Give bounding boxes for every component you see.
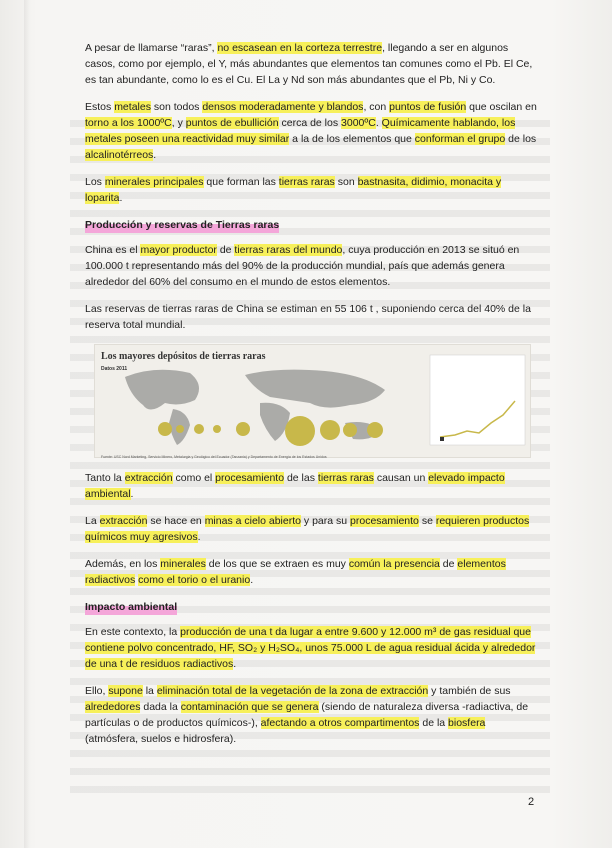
document-body bbox=[85, 40, 540, 758]
highlight: elementos radiactivos bbox=[85, 558, 506, 586]
paragraph-china-reserves: Las reservas de tierras raras de China se estiman en 55 106 t , suponiendo cerca del 40% de la reserva total mundial. bbox=[85, 303, 531, 331]
world-map-figure bbox=[94, 344, 531, 458]
highlight: requieren productos químicos muy agresivos bbox=[85, 515, 530, 543]
highlight: mayor productor bbox=[140, 244, 217, 256]
highlight: conforman el grupo bbox=[414, 133, 506, 145]
highlight: puntos de ebullición bbox=[185, 117, 279, 129]
world-map-graphic bbox=[95, 345, 530, 457]
highlight: como el torio o el uranio bbox=[138, 574, 251, 586]
paragraph-waste-production: En este contexto, la producción de una t da lugar a entre 9.600 y 12.000 m³ de gas residual que contiene polvo concentrado, HF, SO₂ y H₂SO₄, unos 75.000 L de agua residual ácida y alrededor de una t de residuos radiactivos. bbox=[85, 626, 536, 670]
highlight: densos moderadamente y blandos bbox=[202, 101, 364, 113]
highlight: eliminación total de la vegetación de la zona de extracción bbox=[156, 685, 429, 697]
figure-title: Los mayores depósitos de tierras raras bbox=[101, 351, 266, 362]
figure-subtitle: Datos 2011 bbox=[101, 366, 128, 372]
highlight: no escasean en la corteza terrestre bbox=[217, 42, 383, 54]
paragraph-environmental-impact-intro: Tanto la extracción como el procesamiento de las tierras raras causan un elevado impacto ambiental. bbox=[85, 472, 505, 500]
highlight: bastnasita, didimio, monacita y loparita bbox=[85, 176, 502, 204]
paragraph-metal-properties: Estos metales son todos densos moderadamente y blandos, con puntos de fusión que oscilan en torno a los 1000ºC, y puntos de ebullición cerca de los 3000ºC. Químicamente hablando, los metales poseen una reactividad muy similar a la de los elementos que conforman el grupo de los alcalinotérreos. bbox=[85, 101, 537, 161]
highlight: minerales bbox=[160, 558, 206, 570]
highlight: metales bbox=[114, 101, 151, 113]
highlight: 3000ºC bbox=[341, 117, 376, 129]
paragraph-main-minerals: Los minerales principales que forman las tierras raras son bastnasita, didimio, monacita y loparita. bbox=[85, 176, 502, 204]
section-heading-impact: Impacto ambiental bbox=[85, 601, 178, 613]
highlight: afectando a otros compartimentos bbox=[260, 717, 420, 729]
highlight: minerales principales bbox=[104, 176, 204, 188]
highlight: tierras raras bbox=[278, 176, 335, 188]
highlight: Químicamente hablando, los metales poseen una reactividad muy similar bbox=[85, 117, 516, 145]
paragraph-rare-earth-abundance: A pesar de llamarse “raras”, no escasean en la corteza terrestre, llegando a ser en algunos casos, como por ejemplo, el Y, más abundantes que elementos tan comunes como el Pb. El Ce, es tan abundante, como lo es el Cu. El La y Nd son más abundantes que el Pb, Ni y Co. bbox=[85, 42, 533, 86]
highlight: biosfera bbox=[448, 717, 486, 729]
section-heading-production: Producción y reservas de Tierras raras bbox=[85, 219, 280, 231]
page-spine-shadow bbox=[24, 0, 30, 848]
highlight: alcalinotérreos bbox=[85, 149, 154, 161]
paragraph-china-production: China es el mayor productor de tierras raras del mundo, cuya producción en 2013 se situó en 100.000 t representando más del 90% de la producción mundial, país que además genera alrededor del 60% del consumo en el mundo de estos elementos. bbox=[85, 244, 520, 288]
highlight: procesamiento bbox=[350, 515, 419, 527]
highlight: supone bbox=[108, 685, 143, 697]
highlight: extracción bbox=[99, 515, 148, 527]
highlight: minas a cielo abierto bbox=[204, 515, 301, 527]
highlight: común la presencia bbox=[348, 558, 440, 570]
highlight: extracción bbox=[124, 472, 173, 484]
paragraph-radioactive-elements: Además, en los minerales de los que se extraen es muy común la presencia de elementos radiactivos como el torio o el uranio. bbox=[85, 558, 506, 586]
highlight: contaminación que se genera bbox=[180, 701, 319, 713]
highlight: tierras raras bbox=[317, 472, 374, 484]
page-number: 2 bbox=[528, 796, 535, 808]
paragraph-vegetation-elimination: Ello, supone la eliminación total de la vegetación de la zona de extracción y también de sus alrededores dada la contaminación que se genera (siendo de naturaleza diversa -radiactiva, de partículas o de productos químicos-), afectando a otros compartimentos de la biosfera (atmósfera, suelos e hidrosfera). bbox=[85, 685, 529, 745]
paragraph-extraction-method: La extracción se hace en minas a cielo abierto y para su procesamiento se requieren productos químicos muy agresivos. bbox=[85, 515, 530, 543]
highlight: puntos de fusión bbox=[389, 101, 467, 113]
highlight: producción de una t da lugar a entre 9.600 y 12.000 m³ de gas residual bbox=[180, 626, 511, 638]
highlight: elevado impacto ambiental bbox=[85, 472, 505, 500]
highlight: procesamiento bbox=[215, 472, 285, 484]
highlight: que contiene polvo concentrado, HF, SO₂ y H₂SO₄, unos 75.000 L de agua residual ácida y alrededor de una t de residuos radiactivos bbox=[85, 626, 536, 670]
highlight: alrededores bbox=[85, 701, 141, 713]
highlight: torno a los 1000ºC bbox=[85, 117, 172, 129]
figure-caption: Fuente: USC Nord Marketing, Servicio Minero, Metalurgia y Geológico del Ecuador (Tanzania) y Departamento de Energía de los Estados Unidos bbox=[101, 455, 327, 459]
highlight: tierras raras del mundo bbox=[234, 244, 343, 256]
